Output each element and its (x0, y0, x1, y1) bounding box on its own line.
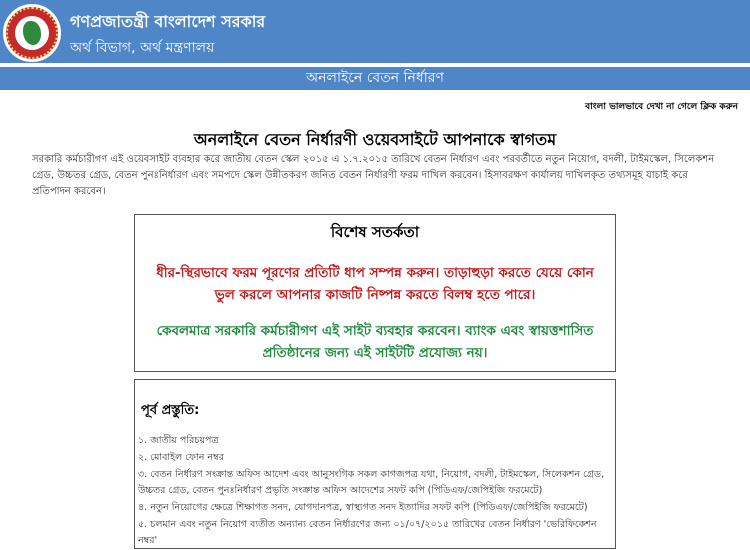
preparation-heading: পূর্ব প্রস্তুতি: (141, 403, 200, 418)
warning-careful-text: ধীর-স্থিরভাবে ফরম পূরণের প্রতিটি ধাপ সম্পন্ন করুন। তাড়াহুড়া করতে যেয়ে কোন ভুল করলে আপনার কাজটি নিষ্পন্ন করতে বিলম্ব হতে পারে। (156, 265, 594, 303)
preparation-item: ১. জাতীয় পরিচয়পত্র (138, 435, 219, 446)
preparation-item: ৪. নতুন নিয়োগের ক্ষেত্রে শিক্ষাগত সনদ, যোগদানপত্র, স্বাস্থ্যগত সনদ ইত্যাদির সফট কপি (পিডিএফ/জেপিইজি ফরমেটে) (138, 502, 588, 513)
preparation-list (138, 433, 610, 550)
site-header (0, 0, 750, 63)
warning-eligibility-text: কেবলমাত্র সরকারি কর্মচারীগণ এই সাইট ব্যবহার করবেন। ব্যাংক এবং স্বায়ত্তশাসিত প্রতিষ্ঠানের জন্য এই সাইটটি প্রযোজ্য নয়। (156, 323, 594, 361)
intro-paragraph: সরকারি কর্মচারীগণ এই ওয়েবসাইট ব্যবহার করে জাতীয় বেতন স্কেল ২০১৫ এ ১.৭.২০১৫ তারিখে বেতন নির্ধারণ এবং পরবর্তীতে নতুন নিয়োগ, বদলী, টাইমস্কেল, সিলেকশন গ্রেড, উচ্চতর গ্রেড, বেতন পুনঃনির্ধারণ এবং সমপদে স্কেল উন্নীতকরণ জনিত বেতন নির্ধারণী ফরম দাখিল করবেন। হিসাবরক্ষণ কার্যালয় দাখিলকৃত তথ্যসমূহ যাচাই করে প্রতিপাদন করবেন। (32, 154, 715, 197)
government-title: গণপ্রজাতন্ত্রী বাংলাদেশ সরকার (70, 12, 266, 31)
bangladesh-map-icon (23, 21, 41, 45)
government-seal-icon[interactable] (3, 4, 61, 62)
special-warning-box (134, 214, 616, 372)
page-title-band: অনলাইনে বেতন নির্ধারণ (0, 67, 750, 90)
welcome-title: অনলাইনে বেতন নির্ধারণী ওয়েবসাইটে আপনাকে স্বাগতম (193, 130, 557, 149)
preparation-item: ৩. বেতন নির্ধারণ সংক্রান্ত অফিস আদেশ এবং আনুসংগিক সকল কাগজপত্র যথা, নিয়োগ, বদলী, টাইমস্কেল, সিলেকশন গ্রেড, উচ্চতর গ্রেড, বেতন পুনঃনির্ধারণ প্রভৃতি সংক্রান্ত অফিস আদেশের সফট কপি (পিডিএফ/জেপিইজি ফরমেটে) (138, 469, 605, 496)
ministry-name: অর্থ বিভাগ, অর্থ মন্ত্রণালয় (70, 40, 215, 56)
preparation-item: ৫. চলমান এবং নতুন নিয়োগ ব্যতীত অন্যান্য বেতন নির্ধারণের জন্য ০১/০৭/২০১৫ তারিখের বেতন নির্ধারণ 'ভেরিফিকেশন নম্বর' (138, 519, 597, 546)
preparation-box (134, 379, 616, 549)
warning-heading: বিশেষ সতর্কতা (330, 223, 420, 241)
bangla-font-help-link[interactable]: বাংলা ভালভাবে দেখা না গেলে ক্লিক করুন (585, 102, 738, 112)
preparation-item: ২. মোবাইল ফোন নম্বর (138, 452, 224, 463)
